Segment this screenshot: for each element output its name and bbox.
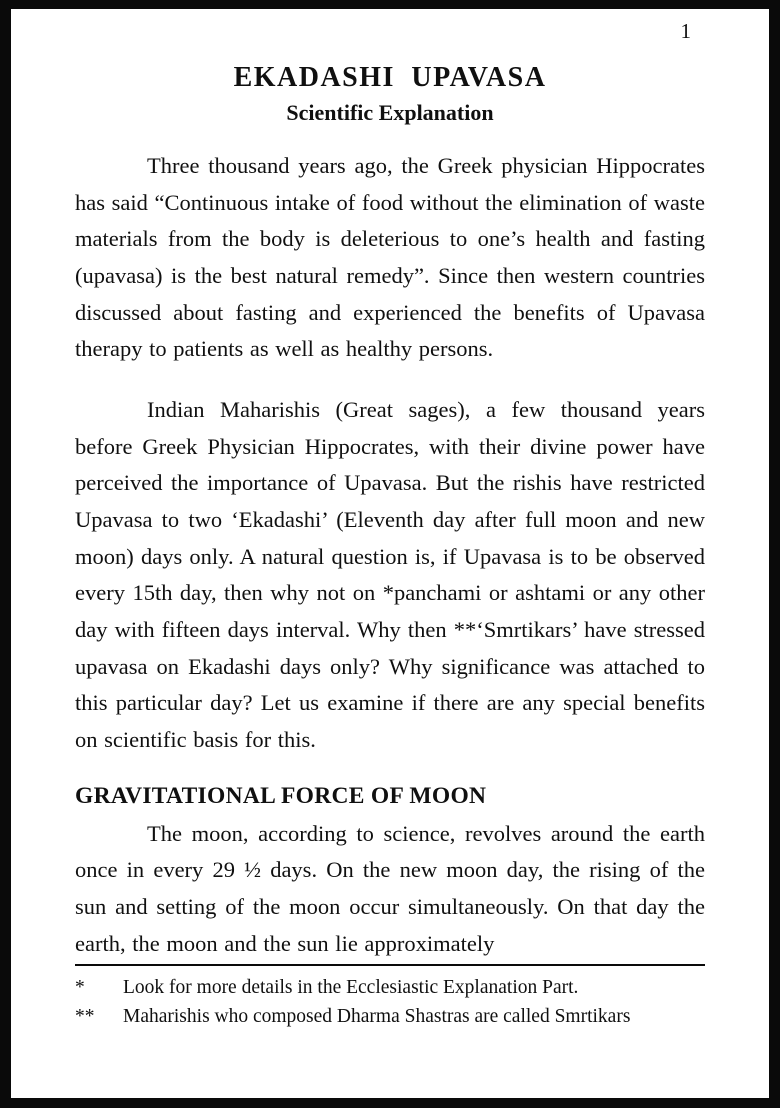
footnote-text: Look for more details in the Ecclesiastic Explanation Part. (123, 977, 579, 999)
page-title: EKADASHI UPAVASA (233, 62, 547, 93)
paragraph-moon-science: The moon, according to science, revolves around the earth once in every 29 ½ days. On the new moon day, the rising of the sun and setting of the moon occur simultaneously. On that day the earth, the moon and the sun lie approximately (75, 820, 705, 956)
page-subtitle: Scientific Explanation (286, 100, 494, 125)
paragraph-maharishis: Indian Maharishis (Great sages), a few thousand years before Greek Physician Hippocrates, with their divine power have perceived the importance of Upavasa. But the rishis have restricted Upavasa to two ‘Ekadashi’ (Eleventh day after full moon and new moon) days only. A natural question is, if Upavasa is to be observed every 15th day, then why not on *panchami or ashtami or any other day with fifteen days interval. Why then **‘Smrtikars’ have stressed upavasa on Ekadashi days only? Why significance was attached to this particular day? Let us examine if there are any special benefits on scientific basis for this. (75, 397, 705, 753)
footnote-divider (75, 964, 705, 966)
page-number: 1 (680, 19, 691, 43)
section-heading-gravitational-force: GRAVITATIONAL FORCE OF MOON (75, 782, 487, 809)
book-page (11, 9, 769, 1098)
footnote-marker: * (75, 977, 85, 999)
footnote-item (75, 1003, 705, 1031)
footnote-marker: ** (75, 1005, 95, 1027)
footnote-text: Maharishis who composed Dharma Shastras are called Smrtikars (123, 1005, 631, 1027)
footnote-item (75, 974, 705, 1002)
paragraph-intro: Three thousand years ago, the Greek physician Hippocrates has said “Continuous intake of food without the elimination of waste materials from the body is deleterious to one’s health and fasting (upavasa) is the best natural remedy”. Since then western countries discussed about fasting and experienced the benefits of Upavasa therapy to patients as well as healthy persons. (75, 153, 705, 362)
footnotes (75, 974, 705, 1031)
